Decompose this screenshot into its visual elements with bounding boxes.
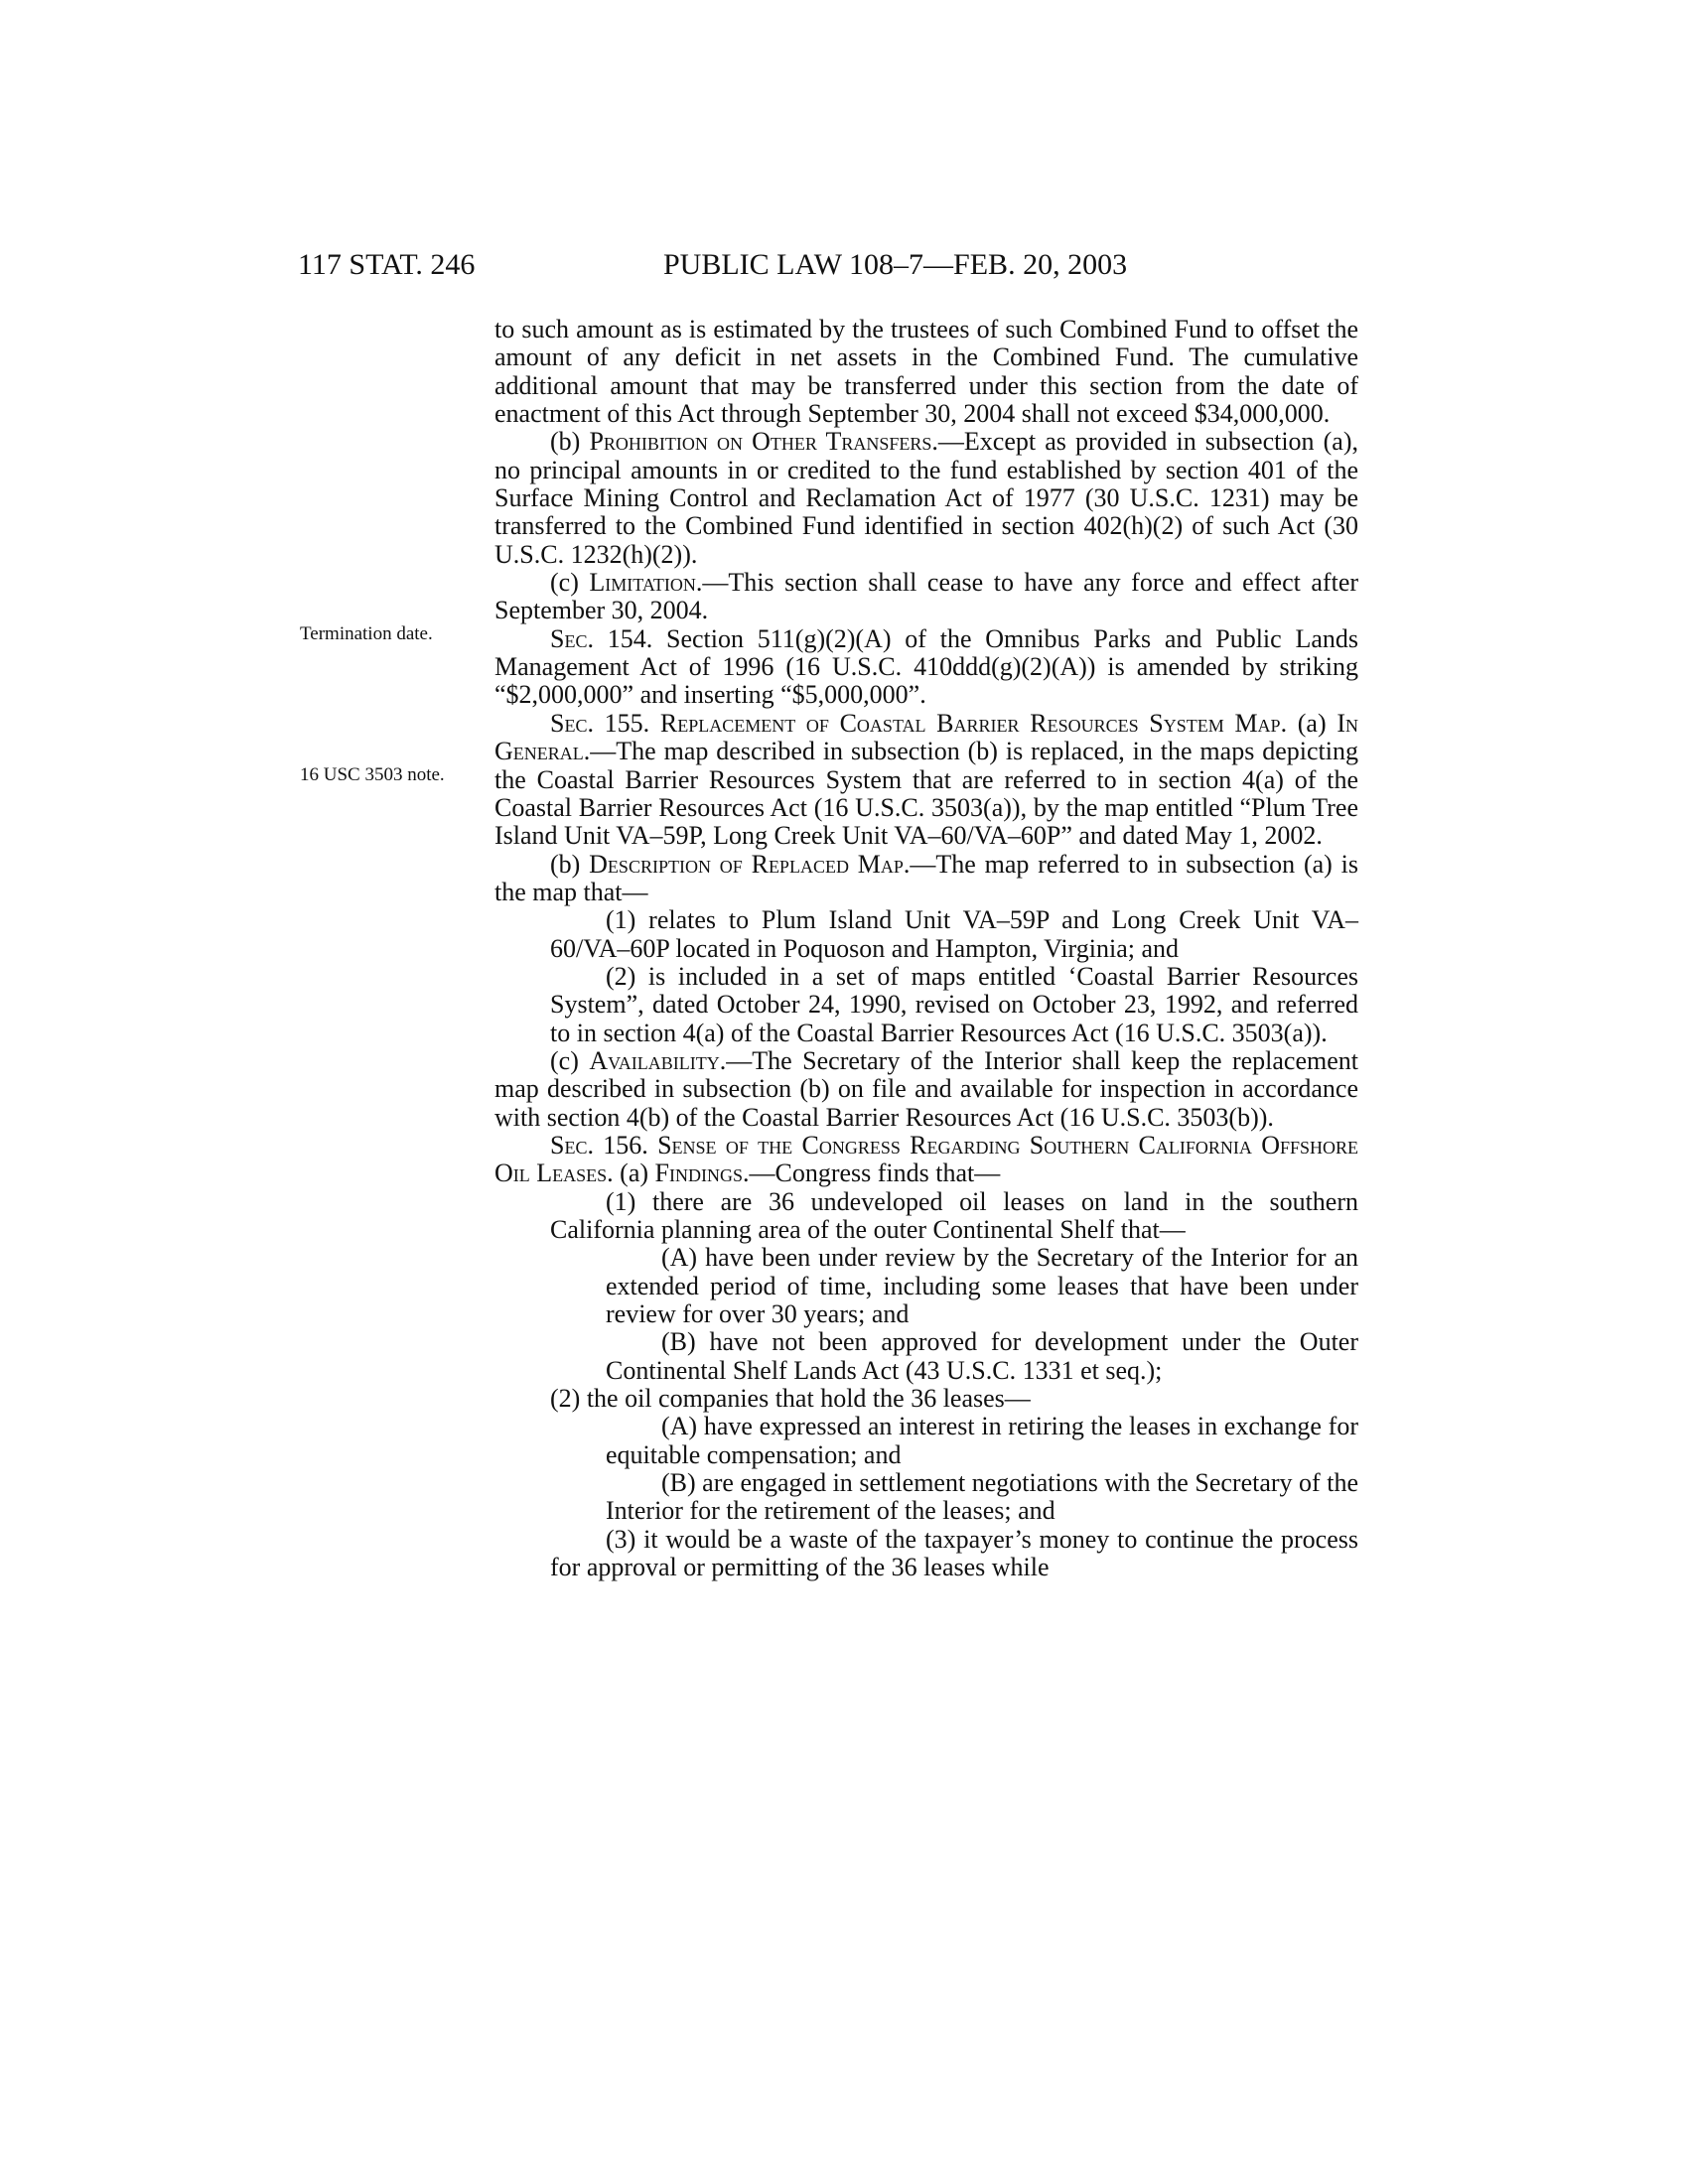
paragraph: Sec. 154. Section 511(g)(2)(A) of the Omnibus Parks and Public Lands Management Act of 1996 (16 U.S.C. 410ddd(g)(2)(A)) is amended by striking “$2,000,000” and inserting “$5,000,000”.	[494, 623, 1358, 710]
paragraph: Sec. 155. Replacement of Coastal Barrier Resources System Map. (a) In General.—The map described in subsection (b) is replaced, in the maps depicting the Coastal Barrier Resources System that are referred to in section 4(a) of the Coastal Barrier Resources Act (16 U.S.C. 3503(a)), by the map entitled “Plum Tree Island Unit VA–59P, Long Creek Unit VA–60/VA–60P” and dated May 1, 2002.	[494, 708, 1358, 851]
section-heading: Description of Replaced Map.	[589, 849, 911, 879]
paragraph: (c) Availability.—The Secretary of the Interior shall keep the replacement map described in subsection (b) on file and available for inspection in accordance with section 4(b) of the Coastal Barrier Resources Act (16 U.S.C. 3503(b)).	[494, 1045, 1359, 1132]
list-item: (A) have expressed an interest in retiring the leases in exchange for equitable compensation; and	[606, 1412, 1358, 1469]
margin-note-usc: 16 USC 3503 note.	[300, 764, 445, 785]
list-item: (B) are engaged in settlement negotiations with the Secretary of the Interior for the retirement of the leases; and	[606, 1468, 1358, 1526]
paragraph: (c) Limitation.—This section shall cease to have any force and effect after September 30, 2004.	[494, 568, 1359, 625]
body-text	[494, 316, 1358, 1581]
section-heading: Sense of the Congress Regarding Southern California Offshore Oil Leases.	[494, 1130, 1359, 1188]
list-item: (B) have not been approved for development under the Outer Continental Shelf Lands Act (43 U.S.C. 1331 et seq.);	[606, 1327, 1358, 1385]
list-item: (3) it would be a waste of the taxpayer’s money to continue the process for approval or permitting of the 36 leases while	[550, 1524, 1358, 1582]
list-item: (2) the oil companies that hold the 36 leases—	[550, 1384, 1031, 1414]
list-item: (1) relates to Plum Island Unit VA–59P and Long Creek Unit VA–60/VA–60P located in Poquoson and Hampton, Virginia; and	[550, 905, 1358, 963]
margin-note-termination: Termination date.	[300, 623, 433, 644]
paragraph: (b) Description of Replaced Map.—The map referred to in subsection (a) is the map that—	[494, 849, 1358, 906]
section-heading: Replacement of Coastal Barrier Resources System Map.	[659, 708, 1288, 738]
section-heading: Availability.	[589, 1045, 727, 1075]
list-item: (A) have been under review by the Secretary of the Interior for an extended period of time, including some leases that have been under review for over 30 years; and	[606, 1243, 1358, 1329]
section-heading: Prohibition on Other Transfers.	[589, 427, 938, 457]
stat-page-number: 117 STAT. 246	[298, 248, 476, 281]
running-header: PUBLIC LAW 108–7—FEB. 20, 2003	[663, 248, 1128, 281]
section-heading: Limitation.	[589, 568, 703, 598]
paragraph: Sec. 156. Sense of the Congress Regarding Southern California Offshore Oil Leases. (a) Findings.—Congress finds that—	[494, 1130, 1359, 1188]
list-item: (2) is included in a set of maps entitled ‘Coastal Barrier Resources System”, dated October 24, 1990, revised on October 23, 1992, and referred to in section 4(a) of the Coastal Barrier Resources Act (16 U.S.C. 3503(a)).	[550, 961, 1358, 1047]
list-item: (1) there are 36 undeveloped oil leases on land in the southern California planning area of the outer Continental Shelf that—	[550, 1186, 1358, 1244]
paragraph: to such amount as is estimated by the trustees of such Combined Fund to offset the amount of any deficit in net assets in the Combined Fund. The cumulative additional amount that may be transferred under this section from the date of enactment of this Act through September 30, 2004 shall not exceed $34,000,000.	[494, 315, 1358, 429]
paragraph: (b) Prohibition on Other Transfers.—Except as provided in subsection (a), no principal amounts in or credited to the fund established by section 401 of the Surface Mining Control and Reclamation Act of 1977 (30 U.S.C. 1231) may be transferred to the Combined Fund identified in section 402(h)(2) of such Act (30 U.S.C. 1232(h)(2)).	[494, 427, 1359, 569]
